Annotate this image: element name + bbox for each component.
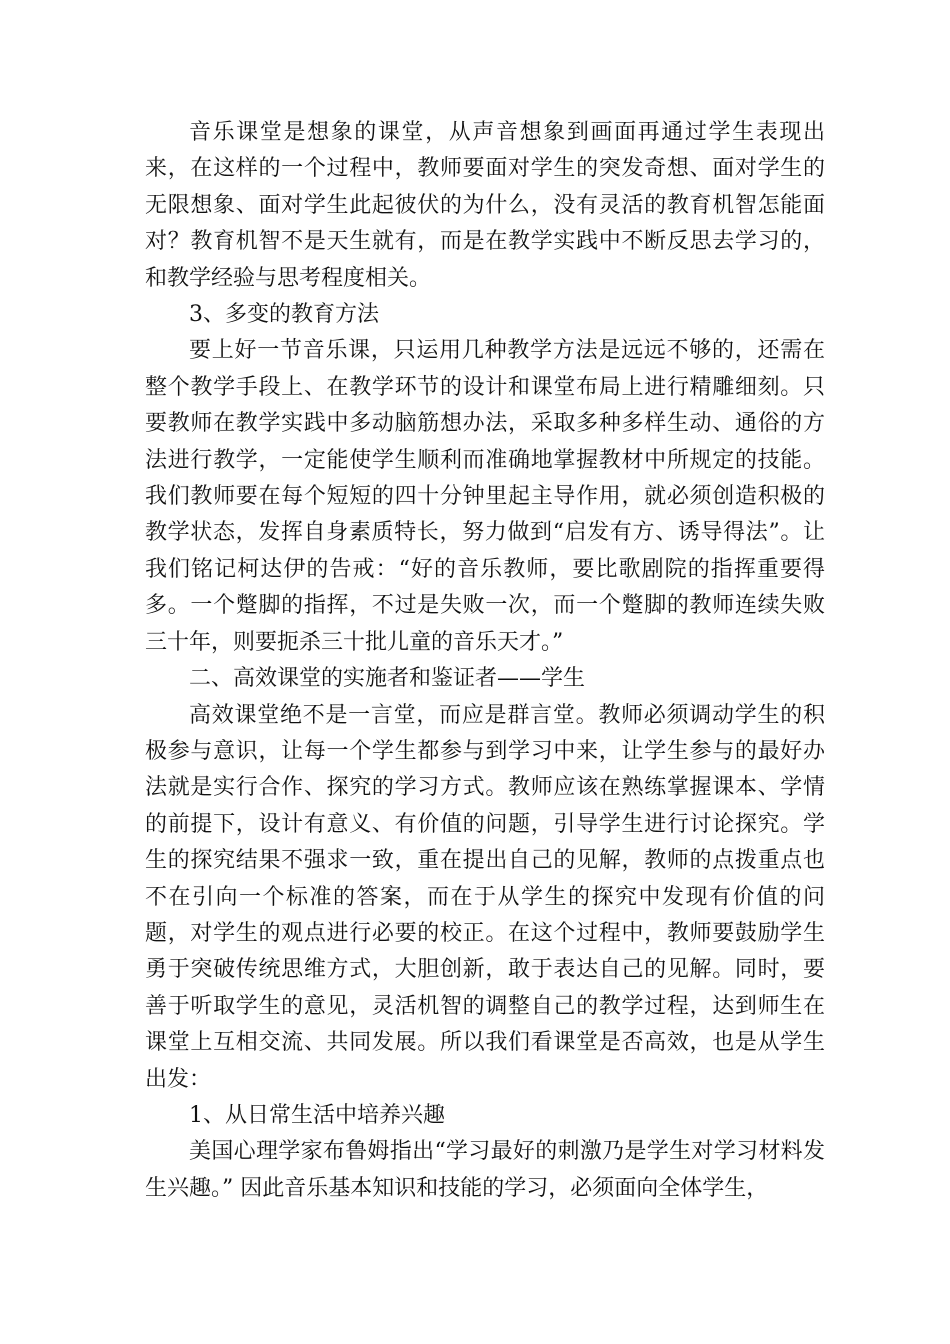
paragraph-teaching-methods: 要上好一节音乐课，只运用几种教学方法是远远不够的，还需在整个教学手段上、在教学环节的设计和课堂布局上进行精雕细刻。只要教师在教学实践中多动脑筋想办法，采取多种多样生动、通俗的方法进行教学，一定能使学生顺利而准确地掌握教材中所规定的技能。我们教师要在每个短短的四十分钟里起主导作用，就必须创造积极的教学状态，发挥自身素质特长，努力做到“启发有方、诱导得法”。让我们铭记柯达伊的告戒：“好的音乐教师，要比歌剧院的指挥重要得多。一个蹩脚的指挥，不过是失败一次，而一个蹩脚的教师连续失败三十年，则要扼杀三十批儿童的音乐天才。” [145,338,825,655]
heading-interest: 1、从日常生活中培养兴趣 [189,1102,445,1128]
paragraph-bloom-quote: 美国心理学家布鲁姆指出“学习最好的刺激乃是学生对学习材料发生兴趣。” 因此音乐基本知识和技能的学习，必须面向全体学生， [145,1139,825,1201]
heading-varied-methods: 3、多变的教育方法 [189,302,379,328]
heading-students: 二、高效课堂的实施者和鉴证者——学生 [189,666,586,692]
document-body [145,115,825,1207]
paragraph-classroom-imagination: 音乐课堂是想象的课堂，从声音想象到画面再通过学生表现出来，在这样的一个过程中，教师要面对学生的突发奇想、面对学生的无限想象、面对学生此起彼伏的为什么，没有灵活的教育机智怎能面对？教育机智不是天生就有，而是在教学实践中不断反思去学习的，和教学经验与思考程度相关。 [145,120,825,291]
paragraph-efficient-classroom: 高效课堂绝不是一言堂，而应是群言堂。教师必须调动学生的积极参与意识，让每一个学生都参与到学习中来，让学生参与的最好办法就是实行合作、探究的学习方式。教师应该在熟练掌握课本、学情的前提下，设计有意义、有价值的问题，引导学生进行讨论探究。学生的探究结果不强求一致，重在提出自己的见解，教师的点拨重点也不在引向一个标准的答案，而在于从学生的探究中发现有价值的问题，对学生的观点进行必要的校正。在这个过程中，教师要鼓励学生勇于突破传统思维方式，大胆创新，敢于表达自己的见解。同时，要善于听取学生的意见，灵活机智的调整自己的教学过程，达到师生在课堂上互相交流、共同发展。所以我们看课堂是否高效，也是从学生出发： [145,702,825,1092]
